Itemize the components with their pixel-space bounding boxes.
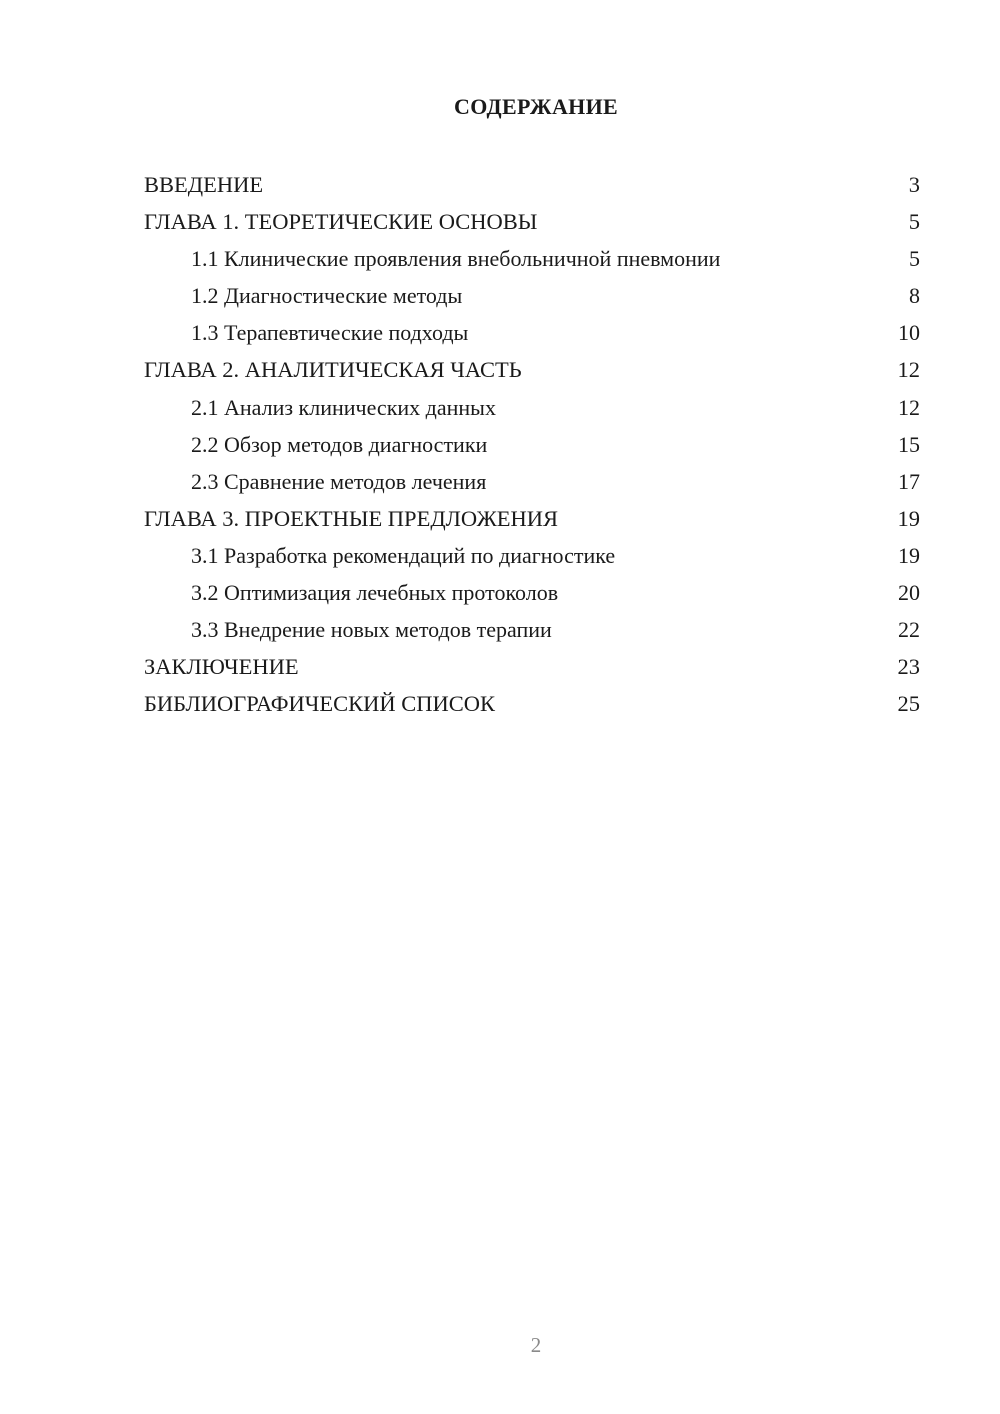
toc-entry-page: 19 (897, 505, 920, 531)
toc-entry-title: 1.2 Диагностические методы (191, 283, 463, 309)
toc-entry (144, 537, 920, 574)
toc-entry-title: 2.1 Анализ клинических данных (191, 394, 496, 420)
toc-entry (144, 611, 920, 648)
toc-entry-title: 2.3 Сравнение методов лечения (191, 468, 487, 494)
toc-entry (144, 314, 920, 351)
toc-entry-title: БИБЛИОГРАФИЧЕСКИЙ СПИСОК (144, 691, 496, 717)
toc-entry (144, 500, 920, 537)
toc-entry-page: 12 (898, 394, 920, 420)
page-title: СОДЕРЖАНИЕ (454, 94, 618, 119)
toc-entry-page: 22 (898, 617, 920, 643)
toc-entry-title: ЗАКЛЮЧЕНИЕ (144, 654, 299, 680)
toc-entry-page: 5 (909, 246, 920, 272)
toc-entry-title: 1.3 Терапевтические подходы (191, 320, 469, 346)
toc-entry-title: 3.1 Разработка рекомендаций по диагностике (191, 542, 616, 568)
toc-entry (144, 277, 920, 314)
toc-entry-title: 1.1 Клинические проявления внебольничной пневмонии (191, 246, 721, 272)
toc-entry-title: ГЛАВА 2. АНАЛИТИЧЕСКАЯ ЧАСТЬ (144, 357, 522, 383)
toc-entry-page: 10 (898, 320, 920, 346)
toc-entry-title: 3.3 Внедрение новых методов терапии (191, 617, 552, 643)
toc-entry (144, 574, 920, 611)
toc-entry-title: ВВЕДЕНИЕ (144, 172, 264, 197)
toc-entry-page: 5 (908, 209, 920, 235)
toc-entry (144, 463, 920, 500)
toc-entry (144, 166, 920, 203)
page-number: 2 (530, 1333, 542, 1357)
toc-entry (144, 426, 920, 463)
toc-entry (144, 351, 920, 388)
toc-entry-page: 3 (908, 172, 920, 197)
toc-entry-title: 3.2 Оптимизация лечебных протоколов (191, 580, 559, 606)
toc-entry (144, 648, 920, 685)
toc-entry-title: 2.2 Обзор методов диагностики (191, 431, 488, 457)
toc-entry-page: 25 (897, 691, 920, 717)
toc-entry-page: 15 (898, 431, 920, 457)
toc-entry-title: ГЛАВА 1. ТЕОРЕТИЧЕСКИЕ ОСНОВЫ (144, 209, 538, 235)
toc-entry-page: 23 (897, 654, 920, 680)
toc-entry-page: 19 (898, 542, 920, 568)
toc-entry (144, 389, 920, 426)
toc-entry-page: 17 (898, 468, 920, 494)
toc-entry-page: 12 (897, 357, 920, 383)
toc-entry-title: ГЛАВА 3. ПРОЕКТНЫЕ ПРЕДЛОЖЕНИЯ (144, 505, 559, 531)
table-of-contents (144, 166, 920, 722)
toc-entry (144, 685, 920, 722)
toc-entry (144, 240, 920, 277)
toc-entry-page: 8 (909, 283, 920, 309)
toc-entry-page: 20 (898, 580, 920, 606)
toc-entry (144, 203, 920, 240)
